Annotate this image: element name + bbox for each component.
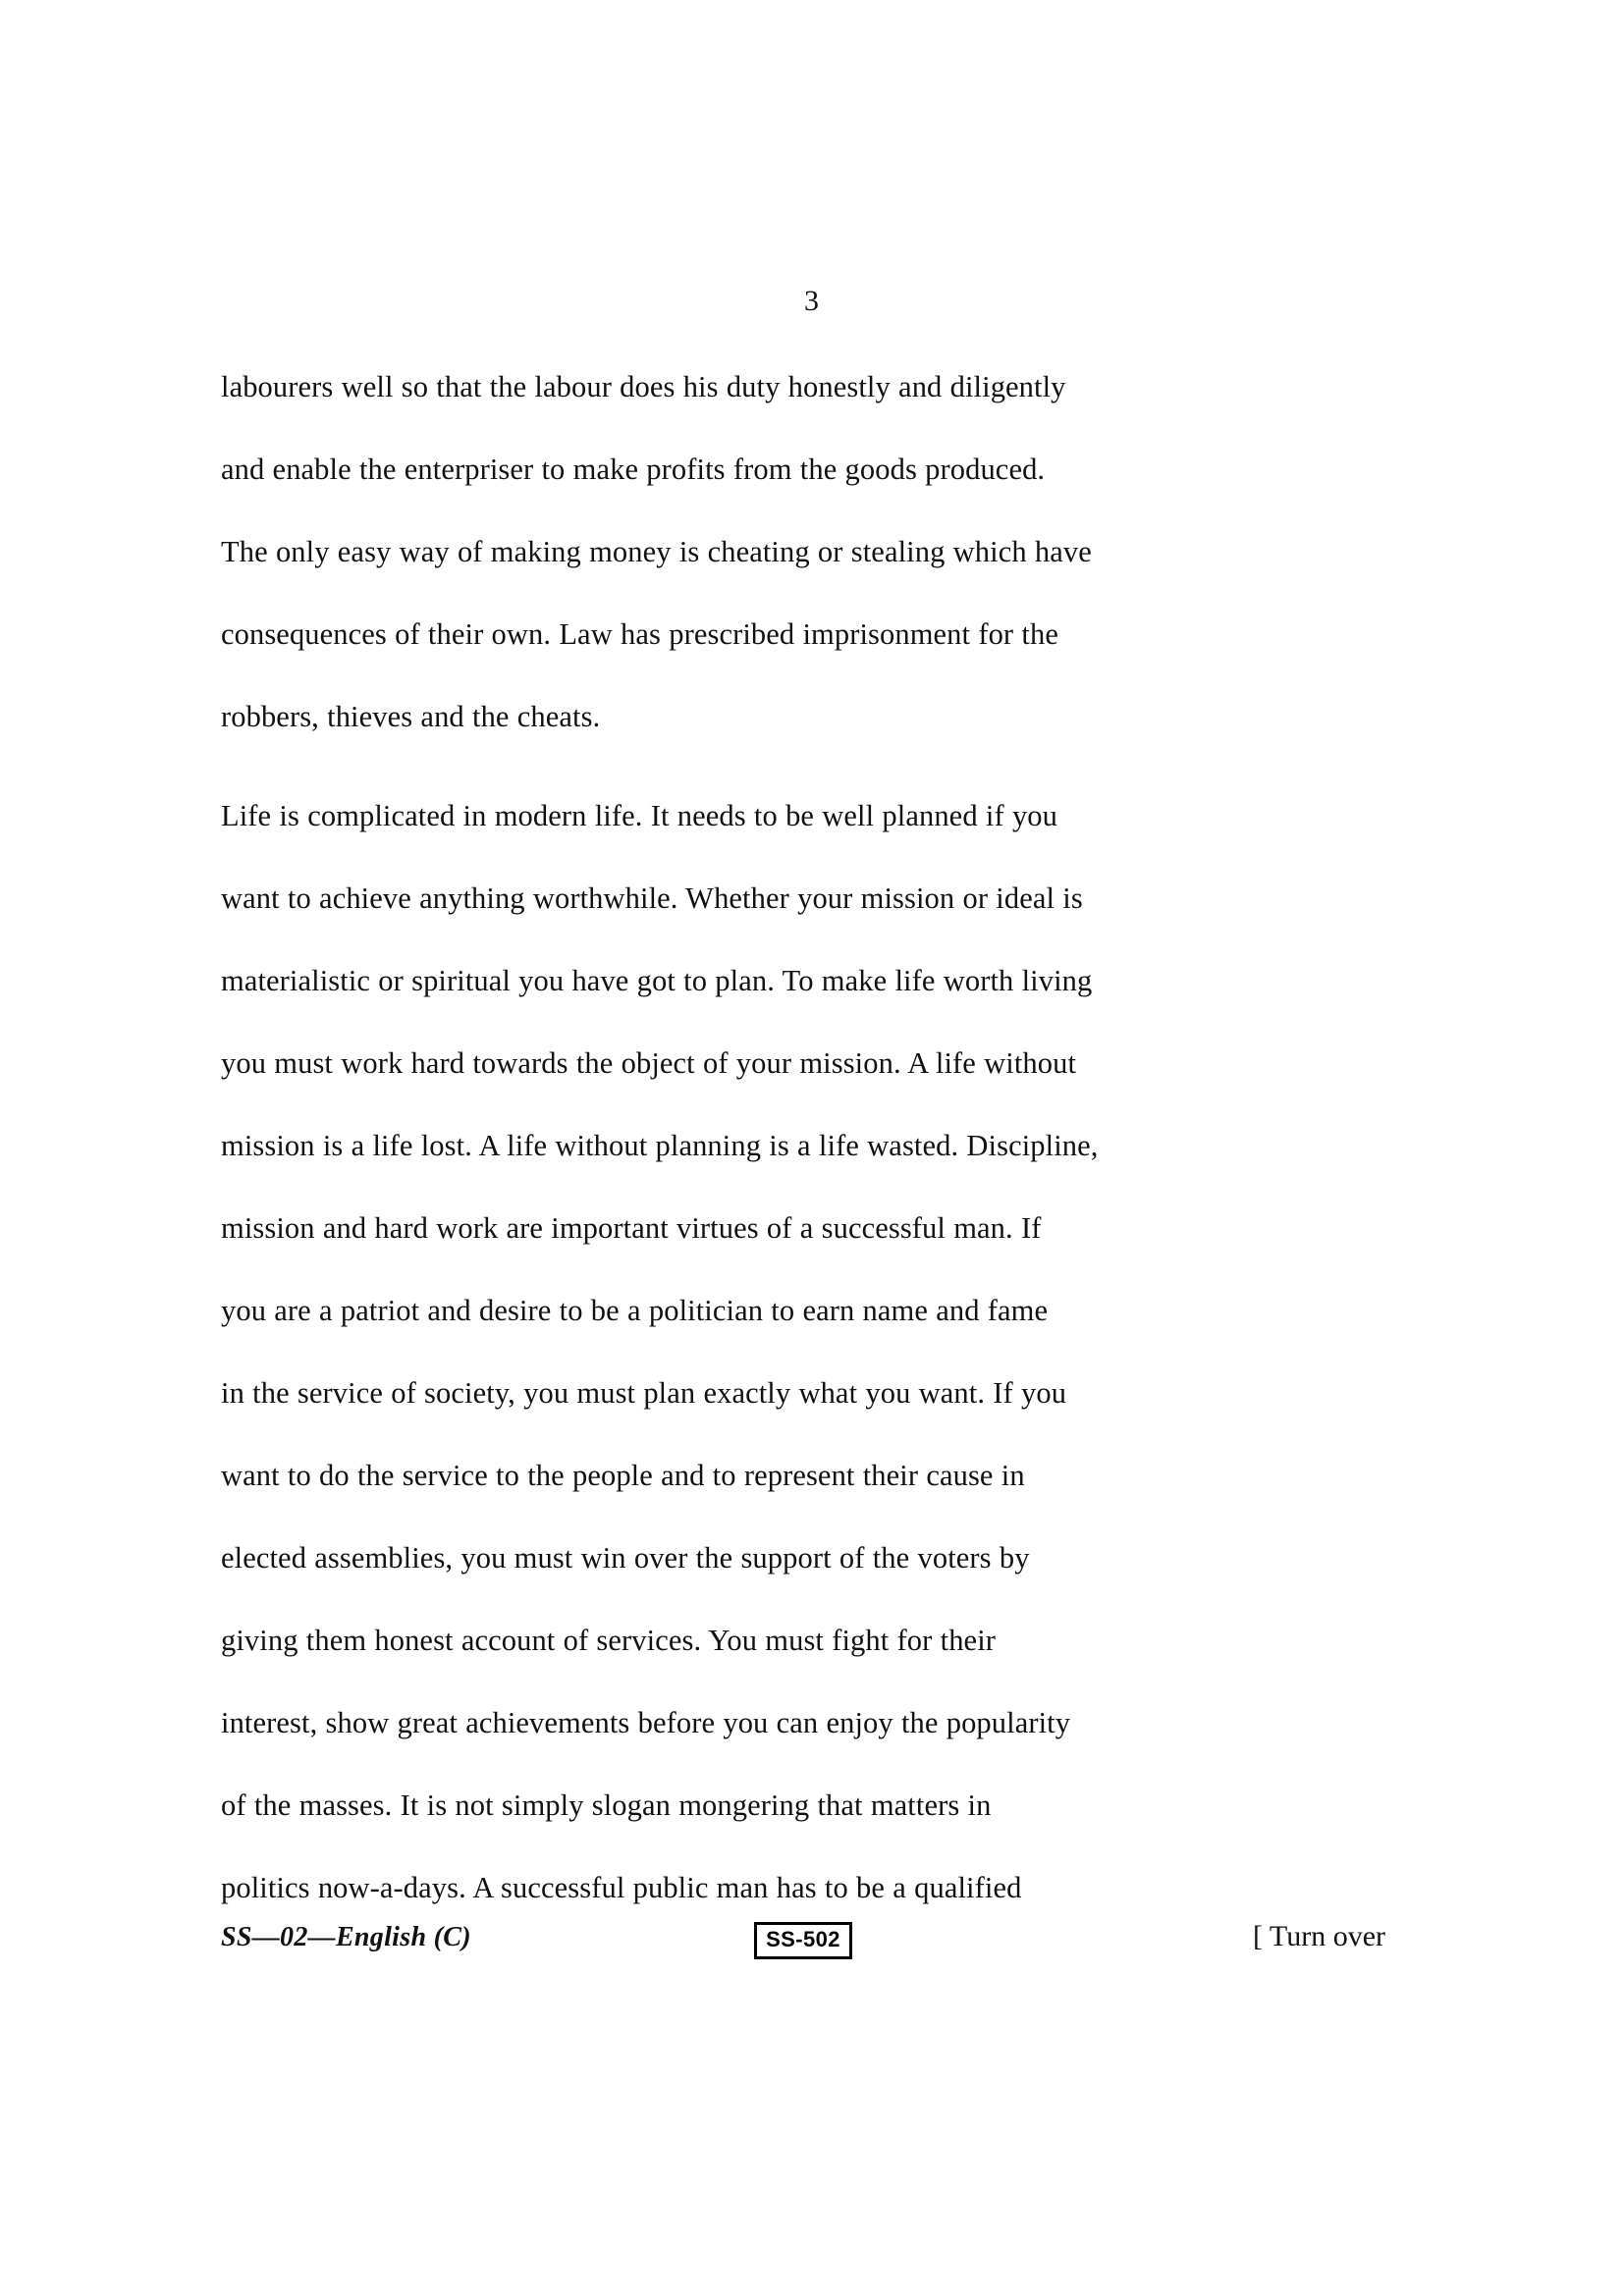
- paragraph-2-line-3: materialistic or spiritual you have got to plan. To make life worth living: [221, 964, 1093, 997]
- paragraph-1-line-3: The only easy way of making money is cheating or stealing which have: [221, 535, 1092, 568]
- paragraph-2-line-13: of the masses. It is not simply slogan mongering that matters in: [221, 1789, 992, 1822]
- paragraph-2-line-7: you are a patriot and desire to be a politician to earn name and fame: [221, 1294, 1049, 1327]
- paragraph-2-line-2: want to achieve anything worthwhile. Whether your mission or ideal is: [221, 881, 1083, 915]
- paragraph-1-line-1: labourers well so that the labour does his duty honestly and diligently: [221, 370, 1066, 403]
- paragraph-2-line-1: Life is complicated in modern life. It needs to be well planned if you: [221, 799, 1057, 832]
- footer-boxed-code: SS-502: [754, 1922, 852, 1959]
- paragraph-2-line-8: in the service of society, you must plan exactly what you want. If you: [221, 1376, 1067, 1410]
- paragraph-2-line-6: mission and hard work are important virtues of a successful man. If: [221, 1211, 1042, 1245]
- body-text-column: [221, 346, 1385, 1929]
- paragraph-1-line-2: and enable the enterpriser to make profits from the goods produced.: [221, 453, 1046, 486]
- footer-paper-code: SS—02—English (C): [221, 1922, 471, 1952]
- paragraph-2-line-12: interest, show great achievements before you can enjoy the popularity: [221, 1706, 1071, 1739]
- page-footer: [221, 1916, 1385, 1967]
- page-number: 3: [804, 285, 819, 317]
- footer-boxed-code-wrapper: [499, 1922, 1108, 1959]
- footer-turn-over: [ Turn over: [1252, 1920, 1385, 1952]
- paragraph-2-line-14: politics now-a-days. A successful public man has to be a qualified: [221, 1871, 1022, 1904]
- paragraph-1-line-5: robbers, thieves and the cheats.: [221, 700, 601, 733]
- paragraph-1-line-4: consequences of their own. Law has prescribed imprisonment for the: [221, 617, 1058, 651]
- paragraph-1: [221, 346, 1385, 758]
- paragraph-2-line-10: elected assemblies, you must win over the support of the voters by: [221, 1541, 1030, 1575]
- paragraph-2: [221, 774, 1385, 1929]
- paragraph-2-line-5: mission is a life lost. A life without planning is a life wasted. Discipline,: [221, 1129, 1099, 1162]
- paragraph-2-line-9: want to do the service to the people and to represent their cause in: [221, 1459, 1025, 1492]
- paragraph-2-line-4: you must work hard towards the object of your mission. A life without: [221, 1046, 1077, 1080]
- paragraph-2-line-11: giving them honest account of services. You must fight for their: [221, 1624, 997, 1657]
